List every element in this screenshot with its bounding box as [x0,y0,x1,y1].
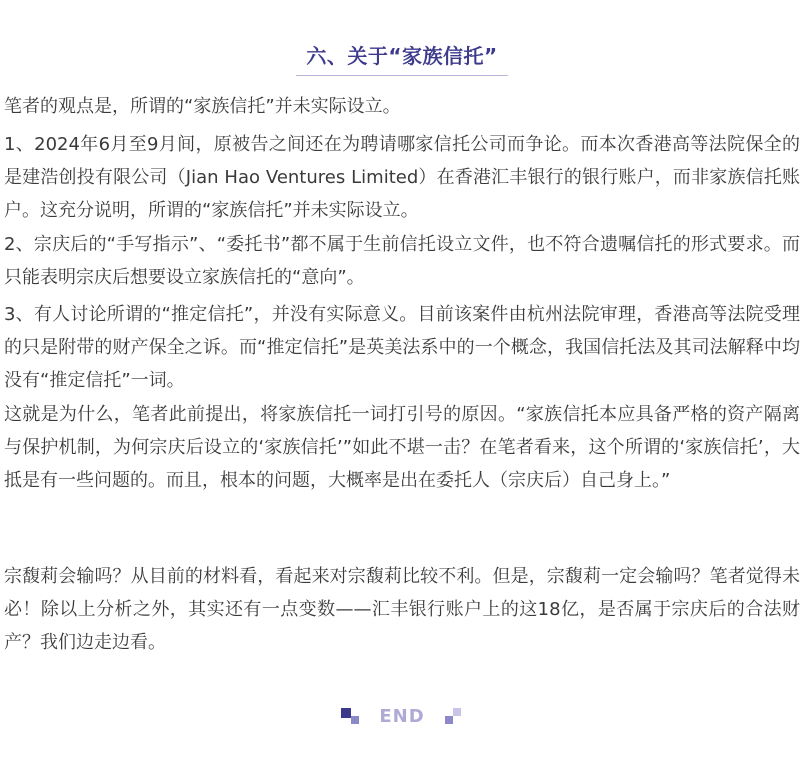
end-mark [0,704,804,732]
end-right-square-icon [453,708,461,716]
section-title: 六、关于“家族信托” [306,44,498,68]
paragraph-intro: 笔者的观点是，所谓的“家族信托”并未实际设立。 [4,96,401,117]
paragraph-explanation: 这就是为什么，笔者此前提出，将家族信托一词打引号的原因。“家族信托本应具备严格的资产隔离与保护机制，为何宗庆后设立的‘家族信托’”如此不堪一击？在笔者看来，这个所谓的‘家族信托’，大抵是有一些问题的。而且，根本的问题，大概率是出在委托人（宗庆后）自己身上。” [4,404,800,491]
section-title-wrap [0,40,804,77]
paragraph-point-1: 1、2024年6月至9月间，原被告之间还在为聘请哪家信托公司而争论。而本次香港高等法院保全的是建浩创投有限公司（Jian Hao Ventures Limited）在香港汇丰银行的银行账户，而非家族信托账户。这充分说明，所谓的“家族信托”并未实际设立。 [4,134,800,221]
paragraph-point-3: 3、有人讨论所谓的“推定信托”，并没有实际意义。目前该案件由杭州法院审理，香港高等法院受理的只是附带的财产保全之诉。而“推定信托”是英美法系中的一个概念，我国信托法及其司法解释中均没有“推定信托”一词。 [4,304,800,391]
paragraph-point-2: 2、宗庆后的“手写指示”、“委托书”都不属于生前信托设立文件，也不符合遗嘱信托的形式要求。而只能表明宗庆后想要设立家族信托的“意向”。 [4,234,800,288]
paragraph-conclusion: 宗馥莉会输吗？从目前的材料看，看起来对宗馥莉比较不利。但是，宗馥莉一定会输吗？笔者觉得未必！除以上分析之外，其实还有一点变数——汇丰银行账户上的这18亿，是否属于宗庆后的合法财产？我们边走边看。 [4,566,800,653]
end-right-small-square-icon [445,716,453,724]
end-left-square-icon [341,708,351,718]
title-underline [296,75,508,76]
end-left-small-square-icon [351,716,359,724]
end-label: END [379,706,425,727]
